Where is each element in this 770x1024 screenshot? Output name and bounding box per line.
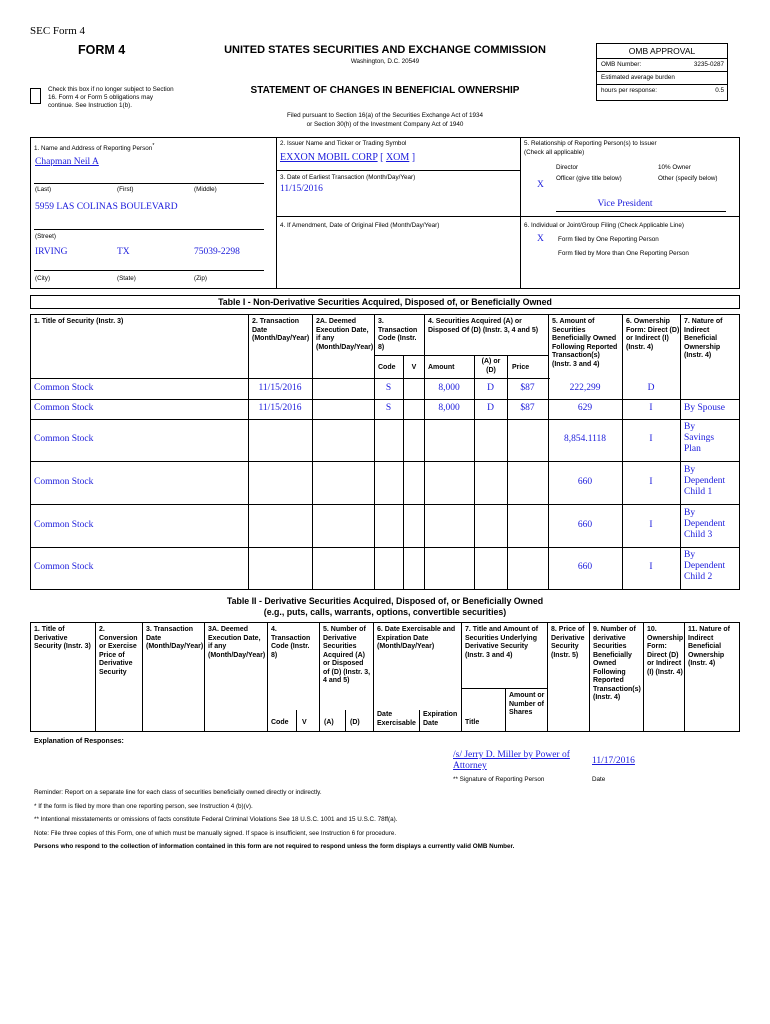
signature-date-label: Date — [592, 776, 606, 783]
officer-label: Officer (give title below) — [556, 175, 622, 182]
t1-h5: 5. Amount of Securities Beneficially Owned Following Reported Transaction(s) (Instr. 3 and 4) — [552, 318, 618, 368]
t2-h4: 4. Transaction Code (Instr. 8) — [271, 626, 311, 659]
t2-sub-d: (D) — [350, 719, 360, 726]
t2-h1: 1. Title of Derivative Security (Instr. 3) — [34, 626, 91, 650]
one-person-label: Form filed by One Reporting Person — [558, 236, 659, 243]
t2-sub-a: (A) — [324, 719, 334, 726]
cell-ad: D — [487, 383, 494, 393]
cell-form: D — [647, 383, 655, 393]
cell-code: S — [385, 403, 392, 413]
t1-h1: 1. Title of Security (Instr. 3) — [34, 318, 124, 325]
cell-title: Common Stock — [34, 520, 94, 530]
reporting-person-name: Chapman Neil A — [35, 157, 99, 167]
cell-amount: 8,000 — [438, 403, 460, 413]
issuer-name: EXXON MOBIL CORP [ XOM ] — [280, 152, 416, 163]
ten-percent-owner-label: 10% Owner — [658, 164, 691, 171]
cell-date: 11/15/2016 — [258, 383, 302, 393]
checkbox-note: Check this box if no longer subject to Section 16. Form 4 or Form 5 obligations may continue. See Instruction 1(b). — [48, 86, 174, 109]
cell-price: $87 — [520, 403, 535, 413]
cell-nature: By Dependent Child 1 — [684, 465, 726, 497]
issuer-ticker: XOM — [385, 152, 410, 163]
cell-owned: 222,299 — [569, 383, 601, 393]
cell-form: I — [649, 562, 653, 572]
cell-owned: 660 — [577, 520, 593, 530]
t1-sub-ad: (A) or (D) — [481, 358, 501, 374]
label-state: (State) — [117, 275, 136, 282]
cell-amount: 8,000 — [438, 383, 460, 393]
box1-label: 1. Name and Address of Reporting Person* — [34, 143, 155, 153]
other-label: Other (specify below) — [658, 175, 718, 182]
explanation-label: Explanation of Responses: — [34, 738, 124, 745]
t1-h3: 3. Transaction Code (Instr. 8) — [378, 318, 418, 351]
table2-title: Table II - Derivative Securities Acquired, Disposed of, or Beneficially Owned (e.g., puts, calls, warrants, options, convertible securities) — [226, 596, 544, 617]
t2-h6: 6. Date Exercisable and Expiration Date (Month/Day/Year) — [377, 626, 456, 650]
no-longer-subject-checkbox[interactable] — [30, 88, 41, 104]
box5-sublabel: (Check all applicable) — [524, 149, 585, 156]
t2-h10: 10. Ownership Form: Direct (D) or Indirect (I) (Instr. 4) — [647, 626, 684, 676]
cell-price: $87 — [520, 383, 535, 393]
cell-owned: 660 — [577, 562, 593, 572]
cell-title: Common Stock — [34, 562, 94, 572]
cell-code: S — [385, 383, 392, 393]
table1-title-bar — [30, 295, 740, 309]
label-zip: (Zip) — [194, 275, 207, 282]
t2-h8: 8. Price of Derivative Security (Instr. 5) — [551, 626, 585, 659]
omb-burden-label: Estimated average burden — [597, 72, 727, 85]
note-three-copies: Note: File three copies of this Form, one of which must be manually signed. If space is insufficient, see Instruction 6 for procedure. — [34, 830, 397, 837]
cell-date: 11/15/2016 — [258, 403, 302, 413]
label-city: (City) — [35, 275, 51, 282]
t1-sub-price: Price — [512, 364, 530, 371]
t2-sub-title: Title — [465, 719, 480, 726]
t2-h3a: 3A. Deemed Execution Date, if any (Month/Day/Year) — [208, 626, 266, 659]
t2-h2: 2. Conversion or Exercise Price of Derivative Security — [99, 626, 138, 676]
omb-number-label: OMB Number: — [601, 61, 642, 68]
agency-location: Washington, D.C. 20549 — [350, 58, 420, 65]
note-omb: Persons who respond to the collection of information contained in this form are not required to respond unless the form displays a currently valid OMB Number. — [34, 843, 515, 850]
omb-title: OMB APPROVAL — [597, 44, 727, 59]
note-multiple-persons: * If the form is filed by more than one reporting person, see Instruction 4 (b)(v). — [34, 803, 253, 810]
cell-ad: D — [487, 403, 494, 413]
earliest-transaction-date: 11/15/2016 — [280, 184, 323, 194]
cell-nature: By Savings Plan — [684, 422, 715, 454]
note-misstatements: ** Intentional misstatements or omissions of facts constitute Federal Criminal Violations See 18 U.S.C. 1001 and 15 U.S.C. 78ff(a). — [34, 816, 398, 823]
t2-sub-v: V — [302, 719, 307, 726]
omb-approval-box — [596, 43, 728, 101]
officer-title-value: Vice President — [597, 199, 653, 209]
t2-h7: 7. Title and Amount of Securities Underlying Derivative Security (Instr. 3 and 4) — [465, 626, 539, 659]
t2-sub-expiration: Expiration Date — [423, 711, 458, 727]
cell-form: I — [649, 403, 653, 413]
signature-label: ** Signature of Reporting Person — [453, 776, 545, 783]
t2-h9: 9. Number of derivative Securities Beneficially Owned Following Reported Transaction(s) (Instr. 4) — [593, 626, 641, 701]
sec-label: SEC Form 4 — [30, 25, 86, 37]
cell-form: I — [649, 520, 653, 530]
cell-owned: 8,854.1118 — [563, 434, 607, 444]
city-value: IRVING — [35, 247, 68, 257]
box2-label: 2. Issuer Name and Ticker or Trading Symbol — [280, 140, 407, 147]
t1-sub-v: V — [411, 364, 417, 371]
t2-h3: 3. Transaction Date (Month/Day/Year) — [146, 626, 204, 650]
t2-sub-code: Code — [271, 719, 289, 726]
label-street: (Street) — [35, 233, 56, 240]
state-value: TX — [117, 247, 130, 257]
cell-form: I — [649, 434, 653, 444]
cell-owned: 660 — [577, 477, 593, 487]
cell-nature: By Spouse — [684, 403, 725, 413]
form-title: FORM 4 — [78, 43, 126, 57]
cell-nature: By Dependent Child 2 — [684, 550, 726, 582]
t1-h2: 2. Transaction Date (Month/Day/Year) — [252, 318, 310, 342]
filed-pursuant-2: or Section 30(h) of the Investment Company Act of 1940 — [306, 121, 464, 128]
cell-title: Common Stock — [34, 477, 94, 487]
t1-h4: 4. Securities Acquired (A) or Disposed Of (D) (Instr. 3, 4 and 5) — [428, 318, 539, 334]
agency-title: UNITED STATES SECURITIES AND EXCHANGE COMMISSION — [224, 44, 546, 56]
cell-owned: 629 — [577, 403, 593, 413]
t1-h7: 7. Nature of Indirect Beneficial Ownership (Instr. 4) — [684, 318, 723, 359]
t2-h11: 11. Nature of Indirect Beneficial Ownership (Instr. 4) — [688, 626, 731, 667]
signature-name: /s/ Jerry D. Miller by Power of Attorney — [453, 750, 570, 771]
cell-form: I — [649, 477, 653, 487]
director-label: Director — [556, 164, 579, 171]
box6-label: 6. Individual or Joint/Group Filing (Check Applicable Line) — [524, 222, 684, 229]
box4-label: 4. If Amendment, Date of Original Filed (Month/Day/Year) — [280, 222, 440, 229]
t2-sub-amount: Amount or Number of Shares — [509, 692, 545, 716]
box5-label: 5. Relationship of Reporting Person(s) to Issuer — [524, 140, 657, 147]
t1-sub-code: Code — [378, 364, 396, 371]
t1-sub-amount: Amount — [428, 364, 455, 371]
omb-hours-label: hours per response: — [601, 87, 658, 94]
cell-title: Common Stock — [34, 403, 94, 413]
label-last: (Last) — [35, 186, 52, 193]
more-persons-label: Form filed by More than One Reporting Person — [558, 250, 689, 257]
box3-label: 3. Date of Earliest Transaction (Month/Day/Year) — [280, 174, 416, 181]
t2-h5: 5. Number of Derivative Securities Acquired (A) or Disposed of (D) (Instr. 3, 4 and 5) — [323, 626, 371, 684]
note-reminder: Reminder: Report on a separate line for each class of securities beneficially owned directly or indirectly. — [34, 789, 322, 796]
cell-title: Common Stock — [34, 434, 94, 444]
cell-nature: By Dependent Child 3 — [684, 508, 726, 540]
omb-hours-value: 0.5 — [715, 87, 724, 94]
cell-title: Common Stock — [34, 383, 94, 393]
label-middle: (Middle) — [194, 186, 217, 193]
filed-pursuant-1: Filed pursuant to Section 16(a) of the Securities Exchange Act of 1934 — [286, 112, 484, 119]
t1-h2a: 2A. Deemed Execution Date, if any (Month/Day/Year) — [316, 318, 374, 351]
omb-number-value: 3235-0287 — [693, 61, 724, 68]
t2-sub-date-exercisable: Date Exercisable — [377, 711, 416, 727]
one-person-check-mark[interactable]: X — [537, 234, 544, 244]
street-value: 5959 LAS COLINAS BOULEVARD — [35, 202, 178, 212]
table1-title: Table I - Non-Derivative Securities Acquired, Disposed of, or Beneficially Owned — [218, 297, 552, 307]
label-first: (First) — [117, 186, 134, 193]
t1-h6: 6. Ownership Form: Direct (D) or Indirect (I) (Instr. 4) — [626, 318, 680, 351]
officer-check-mark[interactable]: X — [537, 180, 544, 190]
zip-value: 75039-2298 — [194, 247, 240, 257]
statement-title: STATEMENT OF CHANGES IN BENEFICIAL OWNERSHIP — [250, 85, 520, 96]
signature-date: 11/17/2016 — [592, 756, 635, 766]
